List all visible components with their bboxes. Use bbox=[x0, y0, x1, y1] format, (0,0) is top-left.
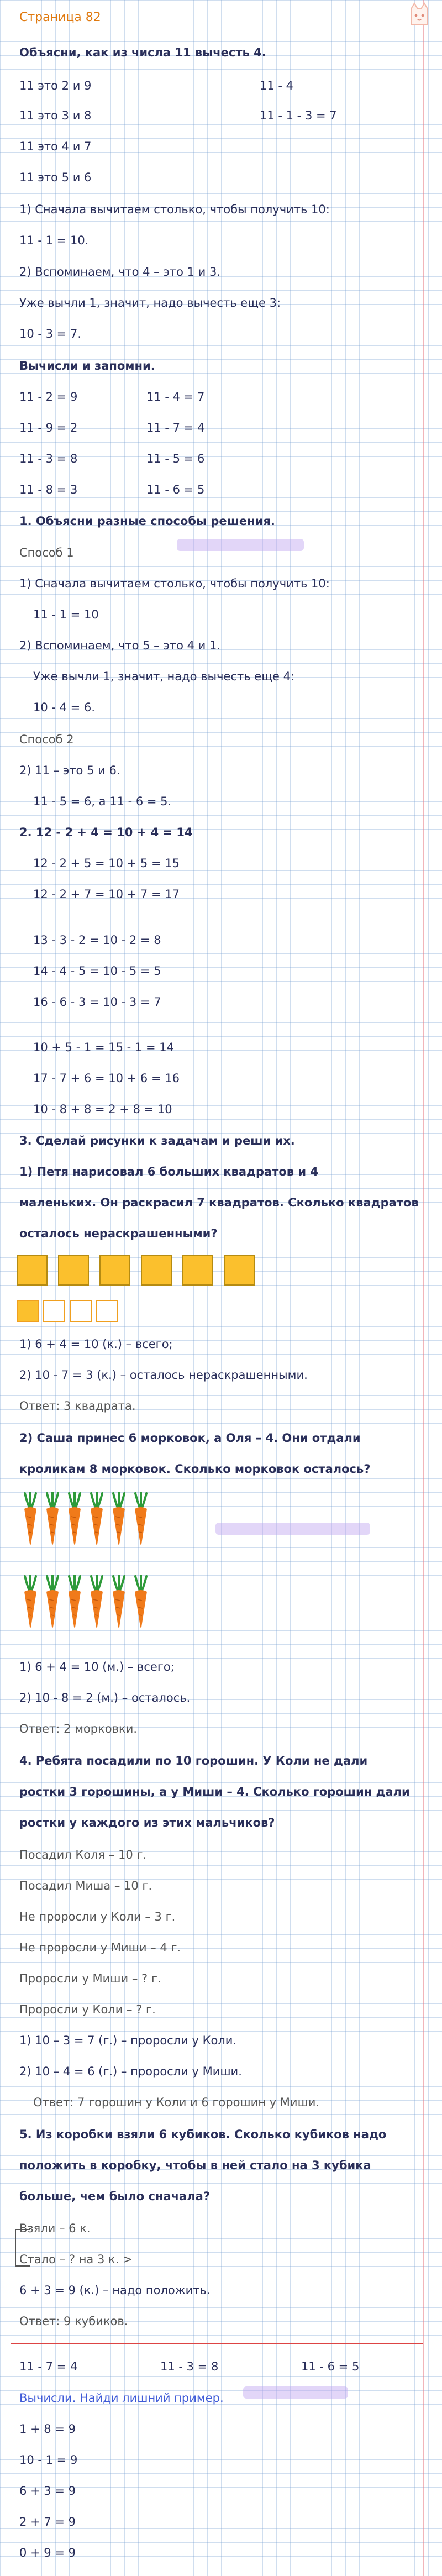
text-line: Ответ: 7 горошин у Коли и 6 горошин у Миши. bbox=[33, 2096, 320, 2109]
text-line: 11 - 8 = 3 bbox=[19, 483, 78, 496]
text-line: 12 - 2 + 5 = 10 + 5 = 15 bbox=[33, 857, 180, 870]
text-line: Уже вычли 1, значит, надо вычесть еще 3: bbox=[19, 296, 281, 309]
text-line: 13 - 3 - 2 = 10 - 2 = 8 bbox=[33, 933, 161, 947]
text-line: 11 - 3 = 8 bbox=[19, 452, 78, 465]
text-line: 6 + 3 = 9 (к.) – надо положить. bbox=[19, 2284, 211, 2297]
text-line: 1) 6 + 4 = 10 (м.) – всего; bbox=[19, 1660, 175, 1673]
text-line: 2) Вспоминаем, что 5 – это 4 и 1. bbox=[19, 639, 221, 652]
text-line: 2) Вспоминаем, что 4 – это 1 и 3. bbox=[19, 265, 221, 279]
text-line: 1 + 8 = 9 bbox=[19, 2422, 76, 2436]
text-line: 2) 10 – 4 = 6 (г.) – проросли у Миши. bbox=[19, 2065, 242, 2078]
big-square bbox=[224, 1255, 255, 1286]
text-line: 11 - 5 = 6 bbox=[146, 452, 205, 465]
bracket-arrow-icon bbox=[11, 2227, 33, 2269]
text-line: Вычисли. Найди лишний пример. bbox=[19, 2391, 224, 2405]
text-line: 16 - 6 - 3 = 10 - 3 = 7 bbox=[33, 995, 161, 1009]
text-line: 6 + 3 = 9 bbox=[19, 2484, 76, 2498]
text-line: 11 - 9 = 2 bbox=[19, 421, 78, 434]
carrot-icon bbox=[41, 1492, 64, 1545]
text-line: 2) 10 - 8 = 2 (м.) – осталось. bbox=[19, 1691, 191, 1704]
text-line: положить в коробку, чтобы в ней стало на 3 кубика bbox=[19, 2159, 371, 2172]
text-line: 14 - 4 - 5 = 10 - 5 = 5 bbox=[33, 964, 161, 978]
highlight-bar bbox=[243, 2386, 348, 2399]
text-line: 1) Сначала вычитаем столько, чтобы получить 10: bbox=[19, 577, 330, 590]
text-line: Проросли у Миши – ? г. bbox=[19, 1972, 161, 1985]
text-line: 11 - 1 = 10. bbox=[19, 234, 89, 247]
text-line: 11 - 6 = 5 bbox=[146, 483, 205, 496]
text-line: 11 - 6 = 5 bbox=[301, 2360, 360, 2373]
text-line: Способ 2 bbox=[19, 733, 74, 746]
text-line: 11 - 4 = 7 bbox=[146, 390, 205, 403]
text-line: 11 это 3 и 8 bbox=[19, 109, 92, 122]
text-line: 11 - 7 = 4 bbox=[19, 2360, 78, 2373]
text-line: 11 - 1 - 3 = 7 bbox=[260, 109, 337, 122]
carrot-icon bbox=[108, 1492, 130, 1545]
text-line: 12 - 2 + 7 = 10 + 7 = 17 bbox=[33, 888, 180, 901]
text-line: 1) 10 – 3 = 7 (г.) – проросли у Коли. bbox=[19, 2034, 237, 2047]
text-line: Стало – ? на 3 к. > bbox=[19, 2253, 133, 2266]
text-line: Ответ: 3 квадрата. bbox=[19, 1399, 136, 1413]
text-line: Проросли у Коли – ? г. bbox=[19, 2003, 156, 2016]
text-line: 2. 12 - 2 + 4 = 10 + 4 = 14 bbox=[19, 826, 193, 839]
small-square bbox=[43, 1300, 65, 1322]
text-line: 2) 10 - 7 = 3 (к.) – осталось нераскрашенными. bbox=[19, 1368, 308, 1382]
text-line: 0 + 9 = 9 bbox=[19, 2546, 76, 2559]
text-line: 11 - 2 = 9 bbox=[19, 390, 78, 403]
text-line: маленьких. Он раскрасил 7 квадратов. Сколько квадратов bbox=[19, 1196, 419, 1209]
text-line: 10 - 1 = 9 bbox=[19, 2453, 78, 2467]
text-line: 11 - 4 bbox=[260, 79, 294, 92]
cat-logo-icon bbox=[407, 1, 432, 27]
big-square bbox=[99, 1255, 130, 1286]
small-square bbox=[96, 1300, 118, 1322]
big-square bbox=[58, 1255, 89, 1286]
carrot-icon bbox=[41, 1575, 64, 1628]
big-square bbox=[17, 1255, 48, 1286]
text-line: 10 + 5 - 1 = 15 - 1 = 14 bbox=[33, 1041, 174, 1054]
text-line: 2) 11 – это 5 и 6. bbox=[19, 764, 120, 777]
text-line: Уже вычли 1, значит, надо вычесть еще 4: bbox=[33, 670, 295, 683]
text-line: Не проросли у Коли – 3 г. bbox=[19, 1910, 176, 1923]
text-line: 10 - 4 = 6. bbox=[33, 701, 95, 714]
text-line: Ответ: 9 кубиков. bbox=[19, 2315, 128, 2328]
text-line: 11 - 3 = 8 bbox=[160, 2360, 219, 2373]
text-line: 11 - 1 = 10 bbox=[33, 608, 99, 621]
text-line: 11 - 7 = 4 bbox=[146, 421, 205, 434]
text-line: Способ 1 bbox=[19, 546, 74, 559]
text-line: Взяли – 6 к. bbox=[19, 2222, 91, 2235]
highlight-bar bbox=[215, 1523, 370, 1535]
text-line: 1) Сначала вычитаем столько, чтобы получить 10: bbox=[19, 203, 330, 216]
big-square bbox=[141, 1255, 172, 1286]
text-line: 1) Петя нарисовал 6 больших квадратов и 4 bbox=[19, 1165, 319, 1178]
text-line: осталось нераскрашенными? bbox=[19, 1227, 218, 1240]
text-line: Объясни, как из числа 11 вычесть 4. bbox=[19, 46, 266, 59]
text-line: 11 это 4 и 7 bbox=[19, 140, 92, 153]
text-line: ростки у каждого из этих мальчиков? bbox=[19, 1816, 275, 1829]
text-line: ростки 3 горошины, а у Миши – 4. Сколько горошин дали bbox=[19, 1785, 410, 1798]
text-line: 10 - 3 = 7. bbox=[19, 327, 81, 340]
carrot-icon bbox=[130, 1492, 152, 1545]
text-line: 11 это 2 и 9 bbox=[19, 79, 92, 92]
text-line: 3. Сделай рисунки к задачам и реши их. bbox=[19, 1134, 295, 1147]
text-line: Ответ: 2 морковки. bbox=[19, 1722, 138, 1735]
text-line: 11 - 5 = 6, а 11 - 6 = 5. bbox=[33, 795, 172, 808]
section-divider bbox=[11, 2343, 423, 2344]
highlight-bar bbox=[177, 539, 304, 551]
page-label: Страница 82 bbox=[19, 11, 101, 24]
text-line: Не проросли у Миши – 4 г. bbox=[19, 1941, 181, 1954]
text-line: 1. Объясни разные способы решения. bbox=[19, 515, 275, 528]
carrot-icon bbox=[86, 1492, 108, 1545]
small-square bbox=[17, 1300, 39, 1322]
carrot-icon bbox=[64, 1575, 86, 1628]
carrot-icon bbox=[108, 1575, 130, 1628]
text-line: 17 - 7 + 6 = 10 + 6 = 16 bbox=[33, 1072, 180, 1085]
text-line: Вычисли и запомни. bbox=[19, 359, 155, 373]
text-line: Посадил Коля – 10 г. bbox=[19, 1848, 147, 1861]
text-line: 11 это 5 и 6 bbox=[19, 171, 92, 184]
text-line: 10 - 8 + 8 = 2 + 8 = 10 bbox=[33, 1103, 172, 1116]
text-line: 1) 6 + 4 = 10 (к.) – всего; bbox=[19, 1337, 173, 1351]
text-line: 5. Из коробки взяли 6 кубиков. Сколько кубиков надо bbox=[19, 2128, 387, 2141]
text-line: 4. Ребята посадили по 10 горошин. У Коли не дали bbox=[19, 1754, 368, 1767]
big-square bbox=[182, 1255, 213, 1286]
small-square bbox=[70, 1300, 92, 1322]
text-line: больше, чем было сначала? bbox=[19, 2190, 210, 2203]
text-line: 2) Саша принес 6 морковок, а Оля – 4. Они отдали bbox=[19, 1431, 361, 1445]
carrot-icon bbox=[130, 1575, 152, 1628]
carrot-icon bbox=[19, 1575, 41, 1628]
carrot-icon bbox=[64, 1492, 86, 1545]
text-line: кроликам 8 морковок. Сколько морковок осталось? bbox=[19, 1462, 371, 1476]
carrot-icon bbox=[86, 1575, 108, 1628]
text-line: 2 + 7 = 9 bbox=[19, 2515, 76, 2528]
carrot-icon bbox=[19, 1492, 41, 1545]
text-line: Посадил Миша – 10 г. bbox=[19, 1879, 152, 1892]
